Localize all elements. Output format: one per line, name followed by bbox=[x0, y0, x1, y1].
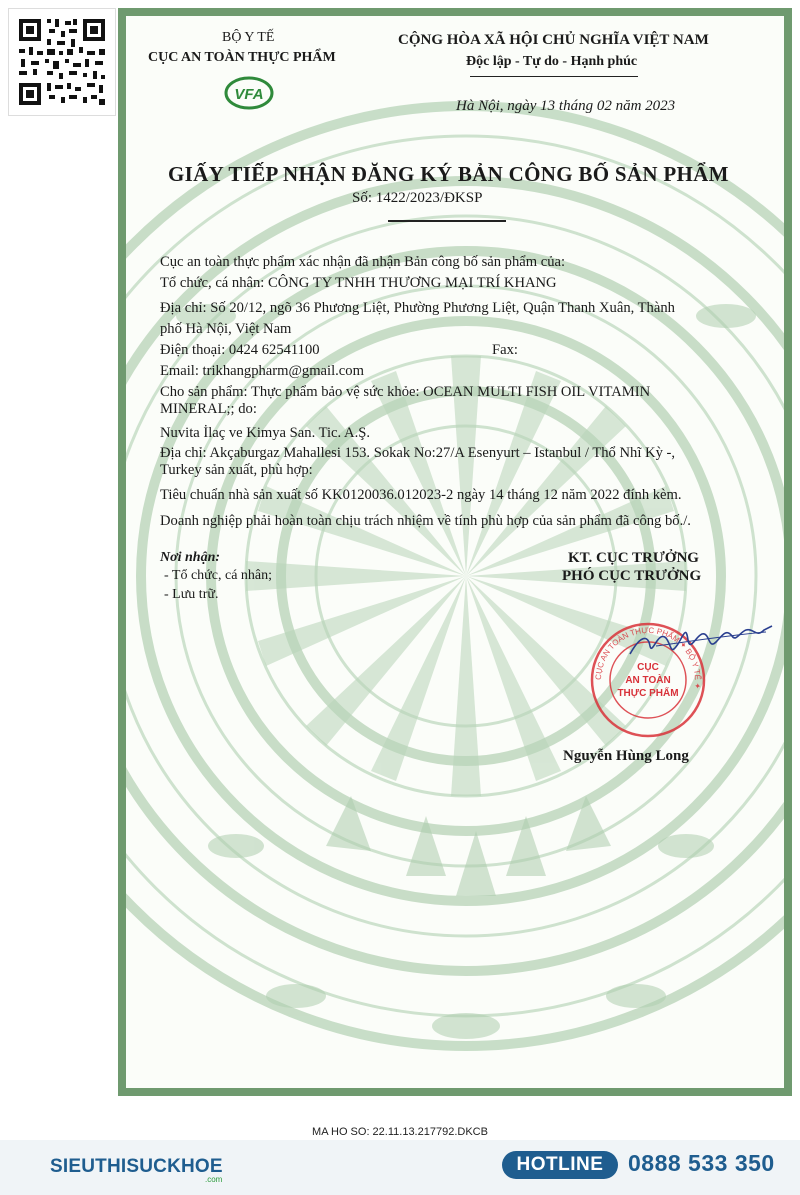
record-code: MA HO SO: 22.11.13.217792.DKCB bbox=[312, 1126, 488, 1138]
signer-role-2: PHÓ CỤC TRƯỞNG bbox=[562, 568, 702, 584]
handwritten-signature bbox=[626, 616, 784, 666]
document-number: Số: 1422/2023/ĐKSP bbox=[352, 190, 483, 206]
nation-motto: Độc lập - Tự do - Hạnh phúc bbox=[466, 54, 638, 69]
qr-code-icon bbox=[9, 9, 115, 115]
nation-title: CỘNG HÒA XÃ HỘI CHỦ NGHĨA VIỆT NAM bbox=[398, 32, 709, 48]
issue-date: Hà Nội, ngày 13 tháng 02 năm 2023 bbox=[456, 98, 676, 114]
ministry-name: BỘ Y TẾ bbox=[222, 30, 275, 45]
signature-icon bbox=[626, 616, 776, 666]
vfa-logo-icon bbox=[224, 76, 274, 110]
body-line-product-2: MINERAL;; do: bbox=[160, 401, 257, 417]
stamp-line: AN TOÀN bbox=[625, 675, 671, 686]
agency-name: CỤC AN TOÀN THỰC PHẨM bbox=[148, 50, 336, 65]
stamp-line: CỤC bbox=[637, 662, 659, 673]
body-line-responsibility: Doanh nghiệp phải hoàn toàn chịu trách nhiệm về tính phù hợp của sản phẩm đã công bố./. bbox=[160, 513, 691, 529]
document-title: GIẤY TIẾP NHẬN ĐĂNG KÝ BẢN CÔNG BỐ SẢN PHẨM bbox=[168, 162, 729, 186]
body-line-standard: Tiêu chuẩn nhà sản xuất số KK0120036.012023-2 ngày 14 tháng 12 năm 2022 đính kèm. bbox=[160, 487, 682, 503]
svg-text:VFA: VFA bbox=[234, 86, 264, 103]
qr-code bbox=[8, 8, 116, 116]
signer-name: Nguyễn Hùng Long bbox=[563, 748, 689, 764]
motto-underline bbox=[470, 76, 638, 77]
vfa-logo bbox=[224, 76, 274, 110]
body-line-organization: Tổ chức, cá nhân: CÔNG TY TNHH THƯƠNG MẠI TRÍ KHANG bbox=[160, 275, 557, 291]
body-line-mfr-address-2: Turkey sản xuất, phù hợp: bbox=[160, 462, 313, 478]
hotline-badge: HOTLINE bbox=[502, 1151, 618, 1179]
body-line-manufacturer: Nuvita İlaç ve Kimya San. Tic. A.Ş. bbox=[160, 425, 370, 441]
certificate-paper bbox=[126, 16, 784, 1088]
body-line-email: Email: trikhangpharm@gmail.com bbox=[160, 363, 364, 379]
signer-role-1: KT. CỤC TRƯỞNG bbox=[568, 550, 699, 566]
brand-name: SIEUTHISUCKHOE bbox=[50, 1156, 223, 1177]
recipients-label: Nơi nhận: bbox=[160, 550, 221, 565]
recipient-item: - Tổ chức, cá nhân; bbox=[164, 568, 273, 583]
brand-domain: .com bbox=[205, 1175, 223, 1184]
body-line-mfr-address-1: Địa chỉ: Akçaburgaz Mahallesi 153. Sokak No:27/A Esenyurt – Istanbul / Thổ Nhĩ Kỳ -, bbox=[160, 445, 676, 461]
body-line-address-1: Địa chỉ: Số 20/12, ngõ 36 Phương Liệt, Phường Phương Liệt, Quận Thanh Xuân, Thành bbox=[160, 300, 675, 316]
body-line-address-2: phố Hà Nội, Việt Nam bbox=[160, 321, 292, 337]
body-line-intro: Cục an toàn thực phẩm xác nhận đã nhận Bản công bố sản phẩm của: bbox=[160, 254, 566, 270]
stamp-ring-text: CỤC AN TOÀN THỰC PHẨM ✦ BỘ Y TẾ ✦ bbox=[593, 625, 703, 690]
recipient-item: - Lưu trữ. bbox=[164, 587, 219, 602]
number-underline bbox=[388, 220, 506, 222]
body-line-product-1: Cho sản phẩm: Thực phẩm bảo vệ sức khỏe: OCEAN MULTI FISH OIL VITAMIN bbox=[160, 384, 651, 400]
stamp-line: THỰC PHẨM bbox=[617, 688, 679, 699]
body-line-fax: Fax: bbox=[492, 342, 518, 358]
certificate-frame bbox=[118, 8, 792, 1096]
hotline-number[interactable]: 0888 533 350 bbox=[628, 1150, 775, 1176]
body-line-phone: Điện thoại: 0424 62541100 bbox=[160, 342, 320, 358]
brand-logo[interactable] bbox=[50, 1156, 223, 1178]
